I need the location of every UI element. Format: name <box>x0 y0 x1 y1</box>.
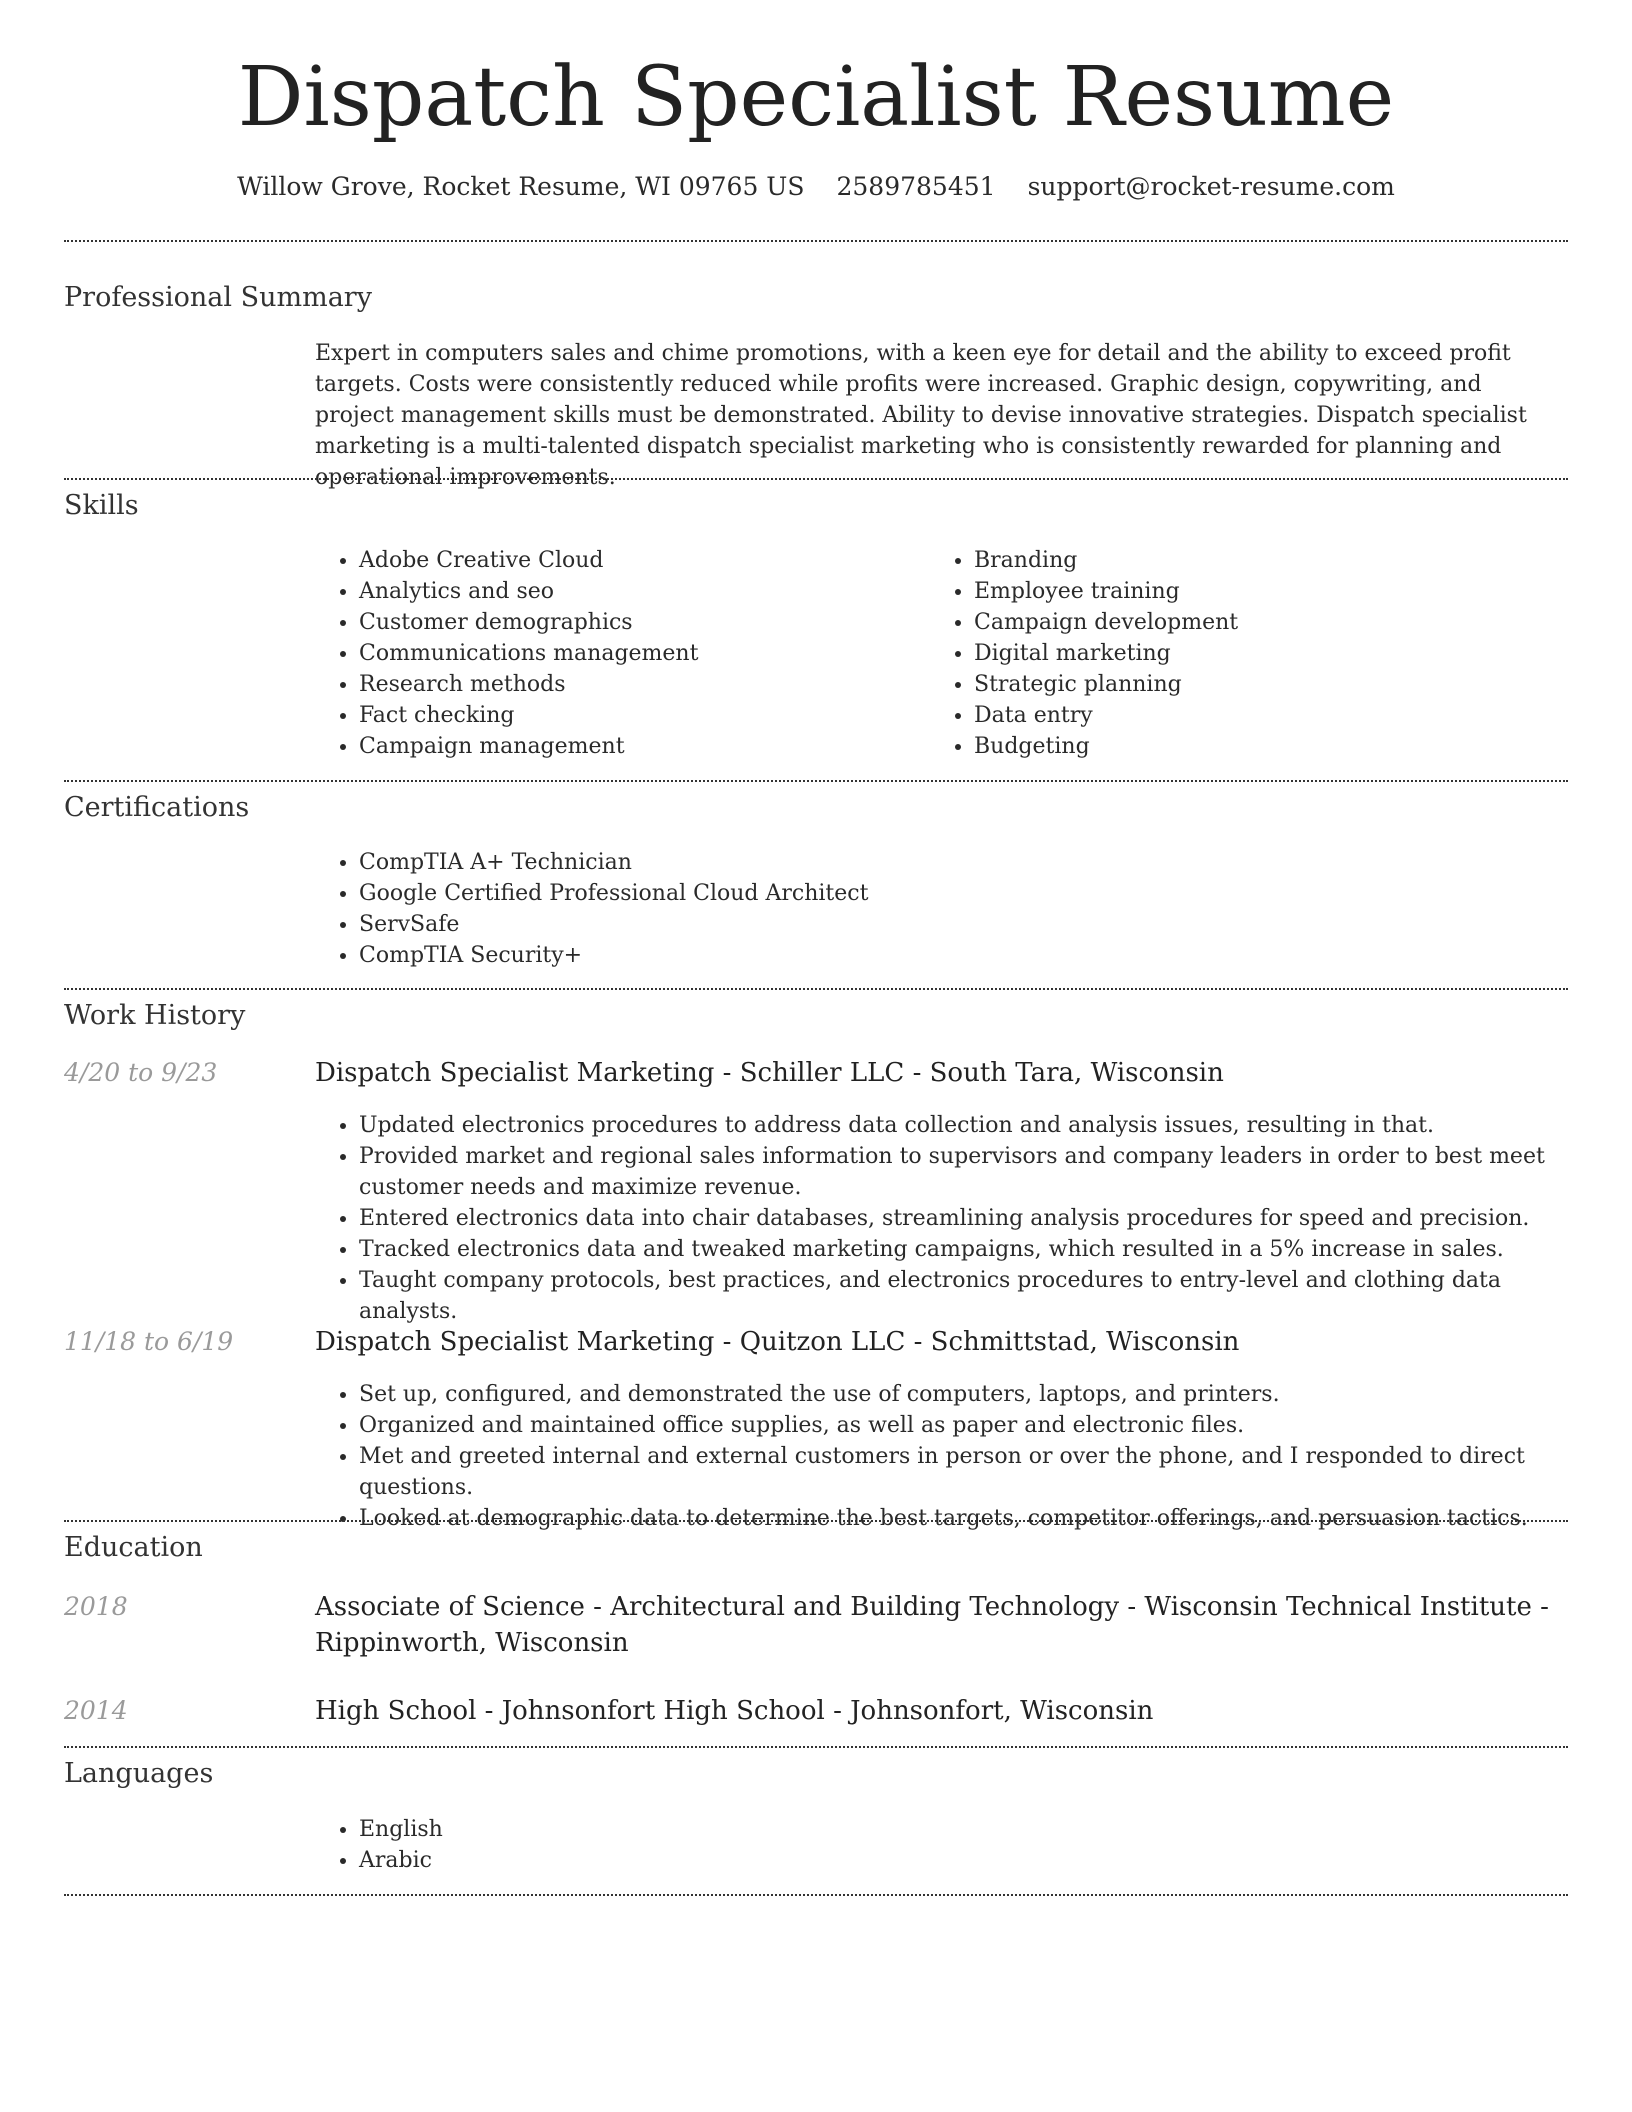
education-year: 2014 <box>64 1696 128 1725</box>
list-item: • ServSafe <box>359 909 1559 940</box>
email-text: support@rocket-resume.com <box>1027 172 1395 201</box>
summary-heading: Professional Summary <box>64 282 372 313</box>
section-divider <box>64 1520 1568 1522</box>
list-item: • Taught company protocols, best practices, and electronics procedures to entry-level and clothing data analysts. <box>359 1265 1589 1327</box>
education-year: 2018 <box>64 1592 128 1621</box>
list-item: • Research methods <box>359 669 919 700</box>
list-item: • Arabic <box>359 1845 959 1876</box>
list-item: • English <box>359 1814 959 1845</box>
list-item: • Strategic planning <box>974 669 1574 700</box>
section-divider <box>64 240 1568 242</box>
list-item: • Adobe Creative Cloud <box>359 545 919 576</box>
list-item: • CompTIA A+ Technician <box>359 847 1559 878</box>
skills-heading: Skills <box>64 490 139 521</box>
skills-list-right <box>930 545 1574 762</box>
list-item: • Tracked electronics data and tweaked marketing campaigns, which resulted in a 5% increase in sales. <box>359 1234 1589 1265</box>
section-divider <box>64 1894 1568 1896</box>
certifications-heading: Certifications <box>64 792 250 823</box>
list-item: • Branding <box>974 545 1574 576</box>
job-bullets <box>315 1379 1589 1534</box>
job-dates: 11/18 to 6/19 <box>64 1327 234 1356</box>
list-item: • Digital marketing <box>974 638 1574 669</box>
job-title: Dispatch Specialist Marketing - Schiller LLC - South Tara, Wisconsin <box>315 1058 1224 1088</box>
certifications-list <box>315 847 1559 971</box>
education-entry: High School - Johnsonfort High School - Johnsonfort, Wisconsin <box>315 1696 1154 1726</box>
languages-list <box>315 1814 959 1876</box>
education-heading: Education <box>64 1532 203 1563</box>
list-item: • Provided market and regional sales information to supervisors and company leaders in order to best meet customer needs and maximize revenue. <box>359 1141 1589 1203</box>
list-item: • Organized and maintained office supplies, as well as paper and electronic files. <box>359 1410 1589 1441</box>
list-item: • Google Certified Professional Cloud Architect <box>359 878 1559 909</box>
section-divider <box>64 780 1568 782</box>
summary-text: Expert in computers sales and chime promotions, with a keen eye for detail and the ability to exceed profit targets. Costs were consistently reduced while profits were increased. Graphic design, copywriting, and project management skills must be demonstrated. Ability to devise innovative strategies. Dispatch specialist marketing is a multi-talented dispatch specialist marketing who is consistently rewarded for planning and operational improvements. <box>315 341 1527 490</box>
section-divider <box>64 1746 1568 1748</box>
list-item: • Updated electronics procedures to address data collection and analysis issues, resulting in that. <box>359 1110 1589 1141</box>
list-item: • Met and greeted internal and external customers in person or over the phone, and I responded to direct questions. <box>359 1441 1589 1503</box>
section-divider <box>64 478 1568 480</box>
list-item: • Budgeting <box>974 731 1574 762</box>
list-item: • Data entry <box>974 700 1574 731</box>
section-divider <box>64 988 1568 990</box>
education-entry: Associate of Science - Architectural and Building Technology - Wisconsin Technical Institute - Rippinworth, Wisconsin <box>315 1592 1549 1658</box>
list-item: • Employee training <box>974 576 1574 607</box>
list-item: • Campaign management <box>359 731 919 762</box>
list-item: • Analytics and seo <box>359 576 919 607</box>
list-item: • Set up, configured, and demonstrated the use of computers, laptops, and printers. <box>359 1379 1589 1410</box>
work-history-heading: Work History <box>64 1000 246 1031</box>
list-item: • Fact checking <box>359 700 919 731</box>
job-bullets <box>315 1110 1589 1327</box>
list-item: • Campaign development <box>974 607 1574 638</box>
address-text: Willow Grove, Rocket Resume, WI 09765 US <box>237 172 805 201</box>
list-item: • Customer demographics <box>359 607 919 638</box>
skills-list-left <box>315 545 919 762</box>
list-item: • Communications management <box>359 638 919 669</box>
list-item: • CompTIA Security+ <box>359 940 1559 971</box>
phone-text: 2589785451 <box>836 172 996 201</box>
job-dates: 4/20 to 9/23 <box>64 1058 218 1087</box>
resume-title: Dispatch Specialist Resume <box>237 50 1395 145</box>
list-item: • Looked at demographic data to determine the best targets, competitor offerings, and persuasion tactics. <box>359 1503 1589 1534</box>
languages-heading: Languages <box>64 1758 214 1789</box>
list-item: • Entered electronics data into chair databases, streamlining analysis procedures for speed and precision. <box>359 1203 1589 1234</box>
job-title: Dispatch Specialist Marketing - Quitzon LLC - Schmittstad, Wisconsin <box>315 1327 1240 1357</box>
contact-line <box>0 170 1632 204</box>
